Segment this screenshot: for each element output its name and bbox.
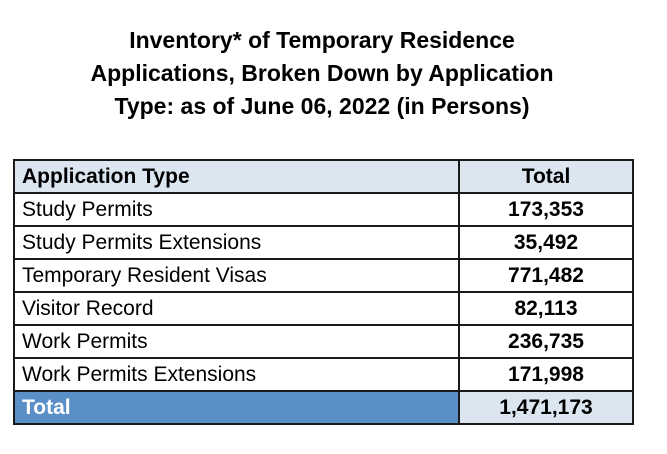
table-row [14,193,633,226]
table-row [14,292,633,325]
table-row [14,325,633,358]
table-row [14,259,633,292]
row-application-type: Study Permits Extensions [14,226,459,259]
table-row [14,226,633,259]
row-application-type: Temporary Resident Visas [14,259,459,292]
row-total: 82,113 [459,292,633,325]
table-row [14,358,633,391]
row-application-type: Work Permits [14,325,459,358]
row-application-type: Work Permits Extensions [14,358,459,391]
row-total: 236,735 [459,325,633,358]
grand-total-value: 1,471,173 [459,391,633,424]
row-total: 173,353 [459,193,633,226]
title-line-3: Type: as of June 06, 2022 (in Persons) [114,93,530,119]
title-line-2: Applications, Broken Down by Application [90,60,554,86]
total-label: Total [14,391,459,424]
row-total: 35,492 [459,226,633,259]
page-title [0,24,644,123]
table-total-row [14,391,633,424]
row-application-type: Study Permits [14,193,459,226]
row-total: 771,482 [459,259,633,292]
column-header-total: Total [459,160,633,193]
row-total: 171,998 [459,358,633,391]
column-header-application-type: Application Type [14,160,459,193]
row-application-type: Visitor Record [14,292,459,325]
title-line-1: Inventory* of Temporary Residence [129,27,515,53]
inventory-table [13,159,634,425]
table-header-row [14,160,633,193]
